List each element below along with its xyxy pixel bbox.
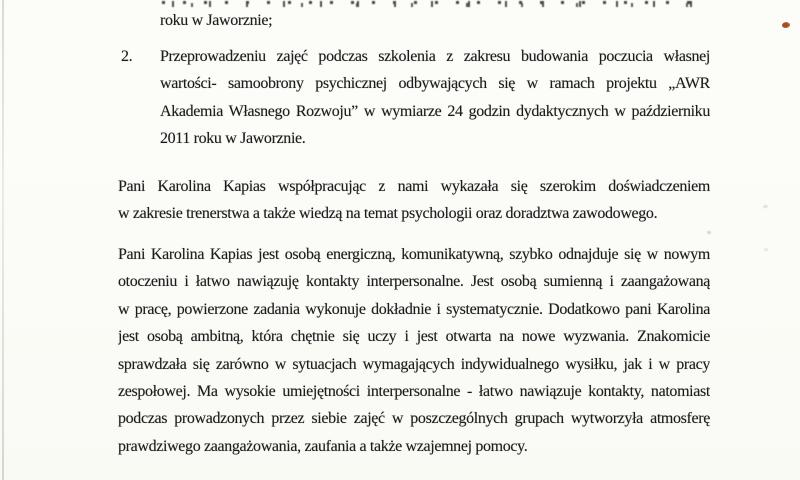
- paragraph-2-line: jest osobą ambitną, która chętnie się uczy i jest otwarta na nowe wyzwania. Znakomicie: [118, 328, 710, 346]
- paragraph-2-line: prawdziwego zaangażowania, zaufania a także wzajemnej pomocy.: [118, 437, 528, 455]
- paragraph-2-line: zespołowej. Ma wysokie umiejętności interpersonalne - łatwo nawiązuje kontakty, natomiast: [118, 382, 710, 400]
- grey-scan-speck: [707, 231, 711, 234]
- paragraph-2-line: w pracę, powierzone zadania wykonuje dokładnie i systematycznie. Dodatkowo pani Karolina: [118, 300, 710, 318]
- list-item-2-line: Akademia Własnego Rozwoju” w wymiarze 24 godzin dydaktycznych w październiku: [160, 102, 710, 120]
- orange-scan-speck: [782, 22, 790, 28]
- paragraph-1-line: w zakresie trenerstwa a także wiedzą na temat psychologii oraz doradztwa zawodowego.: [118, 205, 658, 223]
- grey-scan-speck: [764, 248, 768, 251]
- paragraph-1: [118, 173, 710, 228]
- paragraph-2-line: podczas prowadzonych przez siebie zajęć w poszczególnych grupach wytworzyła atmosferę: [118, 410, 710, 428]
- grey-scan-speck: [763, 205, 768, 208]
- list-item-2-body: [160, 43, 710, 153]
- list-item-2-line: 2011 roku w Jaworznie.: [160, 130, 306, 148]
- list-item-2-line: wartości- samoobrony psychicznej odbywających się w ramach projektu „AWR: [160, 75, 710, 93]
- list-item-2: [118, 43, 710, 153]
- list-item-2-line: Przeprowadzeniu zajęć podczas szkolenia z zakresu budowania poczucia własnej: [160, 48, 710, 65]
- paragraph-2-line: sprawdzała się zarówno w sytuacjach wymagających indywidualnego wysiłku, jak i w pracy: [118, 355, 710, 373]
- paragraph-2-line: otoczeniu i łatwo nawiązuję kontakty interpersonalne. Jest osobą sumienną i zaangażowaną: [118, 273, 710, 291]
- paragraph-2-line: Pani Karolina Kapias jest osobą energiczną, komunikatywną, szybko odnajduje się w nowym: [118, 246, 710, 263]
- list-item-1-continuation-line: roku w Jaworznie;: [160, 12, 273, 29]
- list-item-2-number: 2.: [121, 48, 133, 65]
- paragraph-2: [118, 241, 710, 460]
- paragraph-1-line: Pani Karolina Kapias współpracując z nami wykazała się szerokim doświadczeniem: [118, 178, 710, 195]
- scan-edge-line: [2, 0, 4, 480]
